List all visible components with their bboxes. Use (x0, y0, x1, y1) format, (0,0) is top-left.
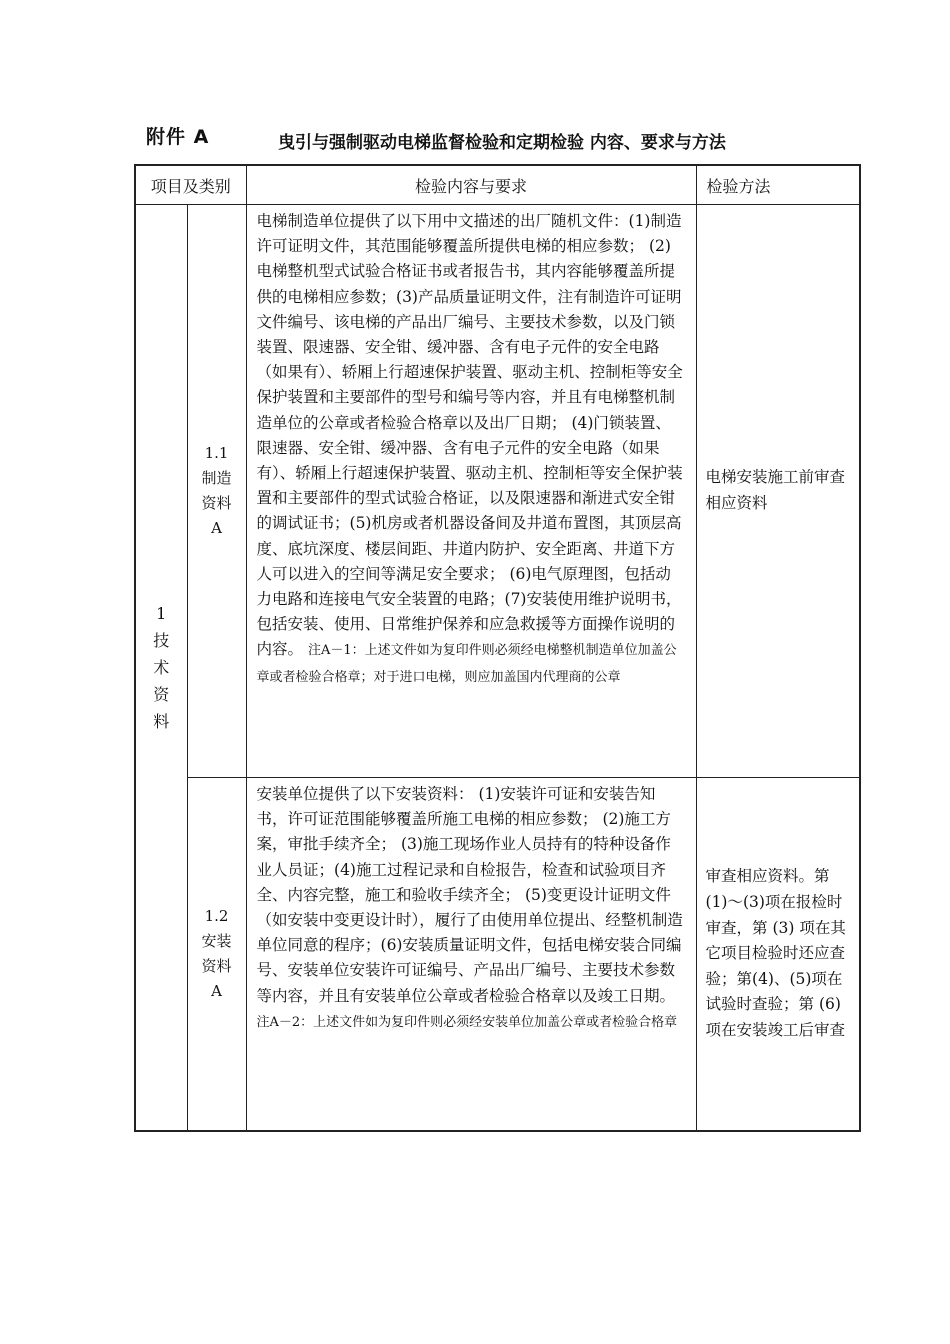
item-number: 1.2 (204, 907, 229, 925)
item-cell (187, 205, 246, 778)
category-cell (135, 205, 187, 1132)
document-title: 曳引与强制驱动电梯监督检验和定期检验 内容、要求与方法 (278, 133, 726, 153)
content-cell (246, 205, 696, 778)
category-number: 1 (156, 604, 167, 623)
content-note: 注A－2：上述文件如为复印件则必须经安装单位加盖公章或者检验合格章 (256, 1014, 678, 1030)
table-row (135, 778, 860, 1132)
category-char: 技 (153, 631, 170, 650)
item-label: 安装 (201, 932, 232, 950)
item-number: 1.1 (204, 444, 229, 462)
annex-label: 附件 A (146, 126, 210, 148)
item-label: 制造 (201, 469, 232, 487)
content-text: 电梯制造单位提供了以下用中文描述的出厂随机文件：(1)制造许可证明文件，其范围能够覆盖所提供电梯的相应参数； (2)电梯整机型式试验合格证书或者报告书，其内容能够覆盖所提供的电梯相应参数；(3)产品质量证明文件，注有制造许可证明文件编号、该电梯的产品出厂编号、主要技术参数，以及门锁装置、限速器、安全钳、缓冲器、含有电子元件的安全电路（如果有）、轿厢上行超速保护装置、驱动主机、控制柜等安全保护装置和主要部件的型号和编号等内容，并且有电梯整机制造单位的公章或者检验合格章以及出厂日期； (4)门锁装置、限速器、安全钳、缓冲器、含有电子元件的安全电路（如果有）、轿厢上行超速保护装置、驱动主机、控制柜等安全保护装置和主要部件的型式试验合格证，以及限速器和渐进式安全钳的调试证书；(5)机房或者机器设备间及井道布置图，其顶层高度、底坑深度、楼层间距、井道内防护、安全距离、井道下方人可以进入的空间等满足安全要求； (6)电气原理图，包括动力电路和连接电气安全装置的电路；(7)安装使用维护说明书，包括安装、使用、日常维护保养和应急救援等方面操作说明的内容。 (256, 212, 683, 659)
category-char: 料 (153, 712, 170, 731)
column-header-method: 检验方法 (696, 165, 860, 205)
table-row (135, 205, 860, 778)
column-header-category: 项目及类别 (135, 165, 246, 205)
category-char: 资 (153, 685, 170, 704)
item-cell (187, 778, 246, 1132)
content-note: 注A－1：上述文件如为复印件则必须经电梯整机制造单位加盖公章或者检验合格章；对于进口电梯，则应加盖国内代理商的公章 (256, 643, 677, 685)
content-text: 安装单位提供了以下安装资料： (1)安装许可证和安装告知书，许可证范围能够覆盖所施工电梯的相应参数； (2)施工方案，审批手续齐全； (3)施工现场作业人员持有的特种设备作业人员证；(4)施工过程记录和自检报告，检查和试验项目齐全、内容完整，施工和验收手续齐全； (5)变更设计证明文件（如安装中变更设计时），履行了由使用单位提出、经整机制造单位同意的程序；(6)安装质量证明文件，包括电梯安装合同编号、安装单位安装许可证编号、产品出厂编号、主要技术参数等内容，并且有安装单位公章或者检验合格章以及竣工日期。 (256, 785, 683, 1005)
item-grade: A (211, 519, 222, 537)
column-header-content: 检验内容与要求 (246, 165, 696, 205)
method-cell: 电梯安装施工前审查相应资料 (696, 205, 860, 778)
item-grade: A (211, 982, 222, 1000)
table-header-row (135, 165, 860, 205)
inspection-table (134, 164, 861, 1132)
content-cell (246, 778, 696, 1132)
item-label: 资料 (201, 494, 232, 512)
category-char: 术 (153, 658, 170, 677)
item-label: 资料 (201, 957, 232, 975)
method-cell: 审查相应资料。第(1)～(3)项在报检时审查，第 (3) 项在其它项目检验时还应查验；第(4)、(5)项在试验时查验；第 (6)项在安装竣工后审查 (696, 778, 860, 1132)
